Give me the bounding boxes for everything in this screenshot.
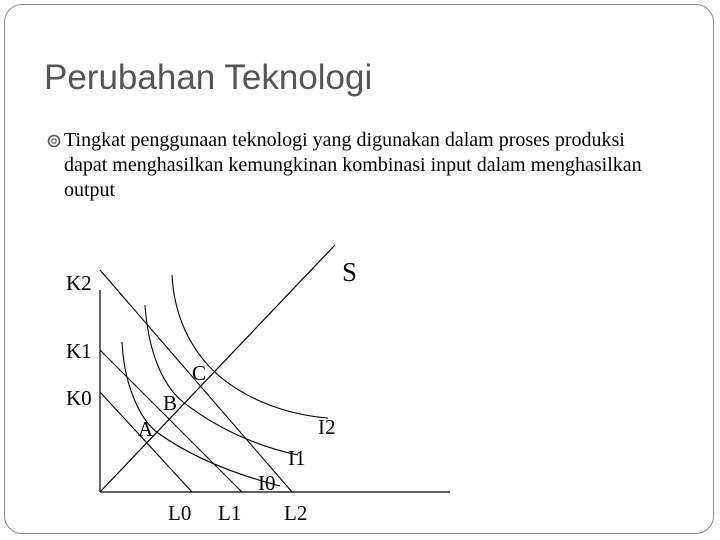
slide-title: Perubahan Teknologi (44, 58, 373, 97)
point-label-a: A (138, 417, 154, 441)
isoquant-i1 (145, 305, 298, 455)
isoquant-label-i2: I2 (318, 415, 336, 439)
point-label-b: B (163, 391, 178, 415)
axis-label-l2: L2 (284, 501, 308, 525)
ray-label-s: S (342, 257, 358, 287)
bullet-text: Tingkat penggunaan teknologi yang digunakan dalam proses produksi dapat menghasilkan kemungkinan kombinasi input dalam menghasilkan output (64, 129, 642, 201)
point-label-c: C (192, 361, 207, 385)
axis-label-k1: K1 (66, 339, 92, 363)
axis-label-l1: L1 (218, 501, 242, 525)
isoquant-label-i1: I1 (288, 446, 306, 470)
axis-label-k2: K2 (66, 271, 92, 295)
axis-label-k0: K0 (66, 386, 92, 410)
axis-label-l0: L0 (168, 501, 192, 525)
isocost-line-l1 (100, 350, 242, 492)
isoquant-label-i0: I0 (258, 471, 276, 495)
isoquant-i2 (172, 275, 328, 418)
